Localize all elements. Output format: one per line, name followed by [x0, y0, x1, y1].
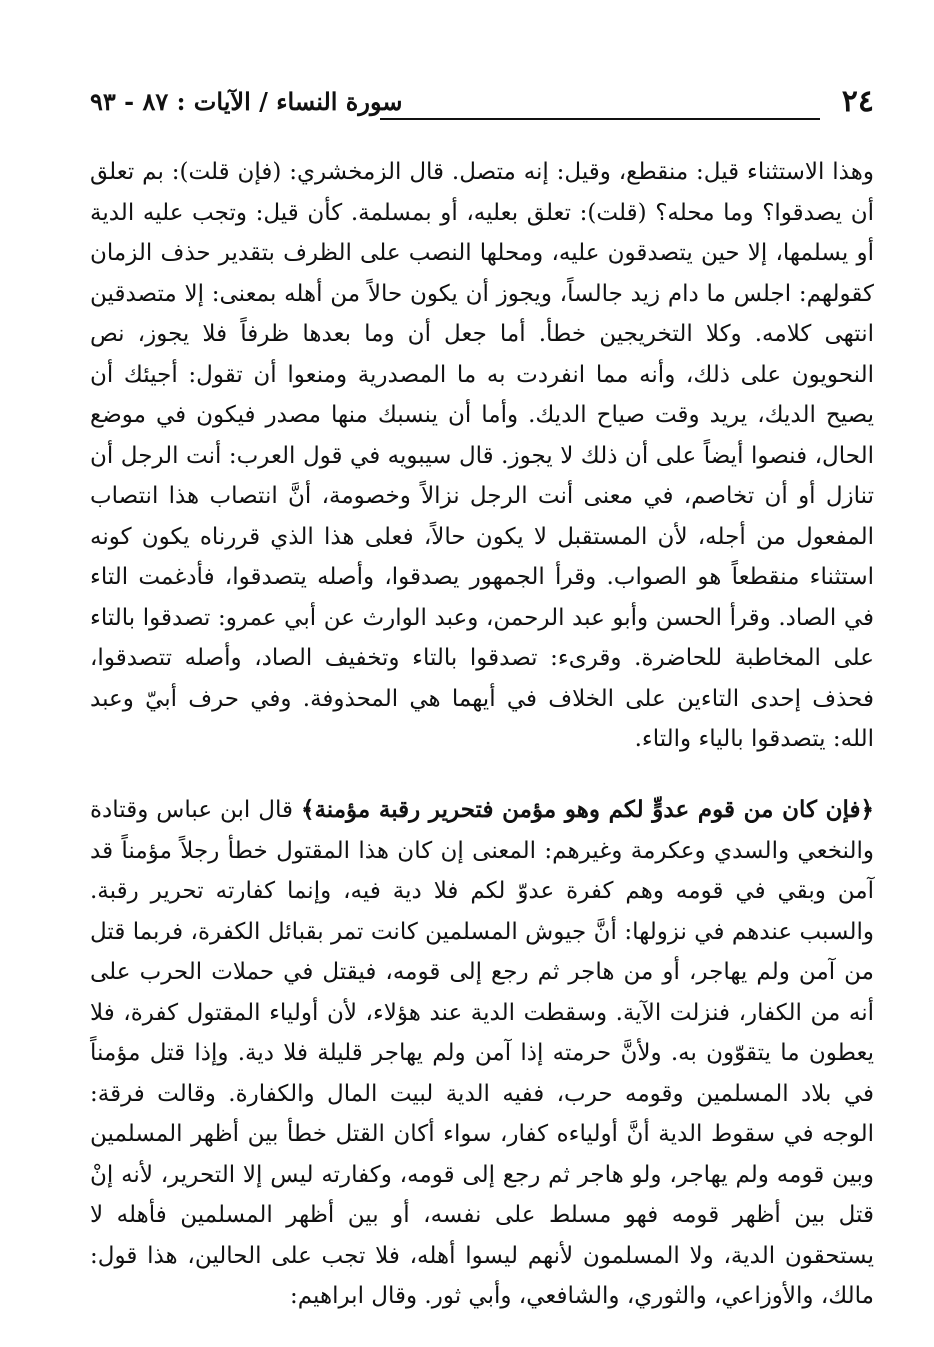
paragraph-body: قال ابن عباس وقتادة والنخعي والسدي وعكرمة وغيرهم: المعنى إن كان هذا المقتول خطأ رجلاً مؤمناً قد آمن وبقي في قومه وهم كفرة عدوّ لكم فلا دية فيه، وإنما كفارته تحرير رقبة. والسبب عندهم في نزولها: أنَّ جيوش المسلمين كانت تمر بقبائل الكفرة، فربما قتل من آمن ولم يهاجر، أو من هاجر ثم رجع إلى قومه، فيقتل في حملات الحرب على أنه من الكفار، فنزلت الآية. وسقطت الدية عند هؤلاء، لأن أولياء المقتول كفرة، فلا يعطون ما يتقوّون به. ولأنَّ حرمته إذا آمن ولم يهاجر قليلة فلا دية. وإذا قتل مؤمناً في بلاد المسلمين وقومه حرب، ففيه الدية لبيت المال والكفارة. وقالت فرقة: الوجه في سقوط الدية أنَّ أولياءه كفار، سواء أكان القتل خطأ بين أظهر المسلمين وبين قومه ولم يهاجر، ولو هاجر ثم رجع إلى قومه، وكفارته ليس إلا التحرير، لأنه إنْ قتل بين أظهر قومه فهو مسلط على نفسه، أو بين أظهر المسلمين فأهله لا يستحقون الدية، ولا المسلمون لأنهم ليسوا أهله، فلا تجب على الحالين، هذا قول: مالك، والأوزاعي، والثوري، والشافعي، وأبي ثور. وقال ابراهيم: — [90, 797, 874, 1309]
paragraph-qawm-aduw — [90, 790, 874, 1317]
page-number: ٢٤ — [841, 84, 874, 119]
page-header — [90, 82, 874, 122]
quran-verse-quote: ﴿فإن كان من قوم عدوٍّ لكم وهو مؤمن فتحرير رقبة مؤمنة﴾ — [300, 796, 874, 823]
commentary-section-1 — [90, 152, 874, 760]
running-title: سورة النساء / الآيات : ٨٧ - ٩٣ — [90, 87, 403, 116]
paragraph-istithna: وهذا الاستثناء قيل: منقطع، وقيل: إنه متصل. قال الزمخشري: (فإن قلت): بم تعلق أن يصدقوا؟ وما محله؟ (قلت): تعلق بعليه، أو بمسلمة. كأن قيل: وتجب عليه الدية أو يسلمها، إلا حين يتصدقون عليه، ومحلها النصب على الظرف بتقدير حذف الزمان كقولهم: اجلس ما دام زيد جالساً، ويجوز أن يكون حالاً من أهله بمعنى: إلا متصدقين انتهى كلامه. وكلا التخريجين خطأ. أما جعل أن وما بعدها ظرفاً فلا يجوز، نص النحويون على ذلك، وأنه مما انفردت به ما المصدرية ومنعوا أن تقول: أجيئك أن يصيح الديك، يريد وقت صياح الديك. وأما أن ينسبك منها مصدر فيكون في موضع الحال، فنصوا أيضاً على أن ذلك لا يجوز. قال سيبويه في قول العرب: أنت الرجل أن تنازل أو أن تخاصم، في معنى أنت الرجل نزالاً وخصومة، أنَّ انتصاب هذا انتصاب المفعول من أجله، لأن المستقبل لا يكون حالاً، فعلى هذا الذي قررناه يكون كونه استثناء منقطعاً هو الصواب. وقرأ الجمهور يصدقوا، وأصله يتصدقوا، فأدغمت التاء في الصاد. وقرأ الحسن وأبو عبد الرحمن، وعبد الوارث عن أبي عمرو: تصدقوا بالتاء على المخاطبة للحاضرة. وقرىء: تصدقوا بالتاء وتخفيف الصاد، وأصله تتصدقوا، فحذف إحدى التاءين على الخلاف في أيهما هي المحذوفة. وفي حرف أبيّ وعبد الله: يتصدقوا بالياء والتاء. — [90, 159, 874, 752]
commentary-section-2 — [90, 790, 874, 1317]
header-rule — [380, 118, 820, 120]
